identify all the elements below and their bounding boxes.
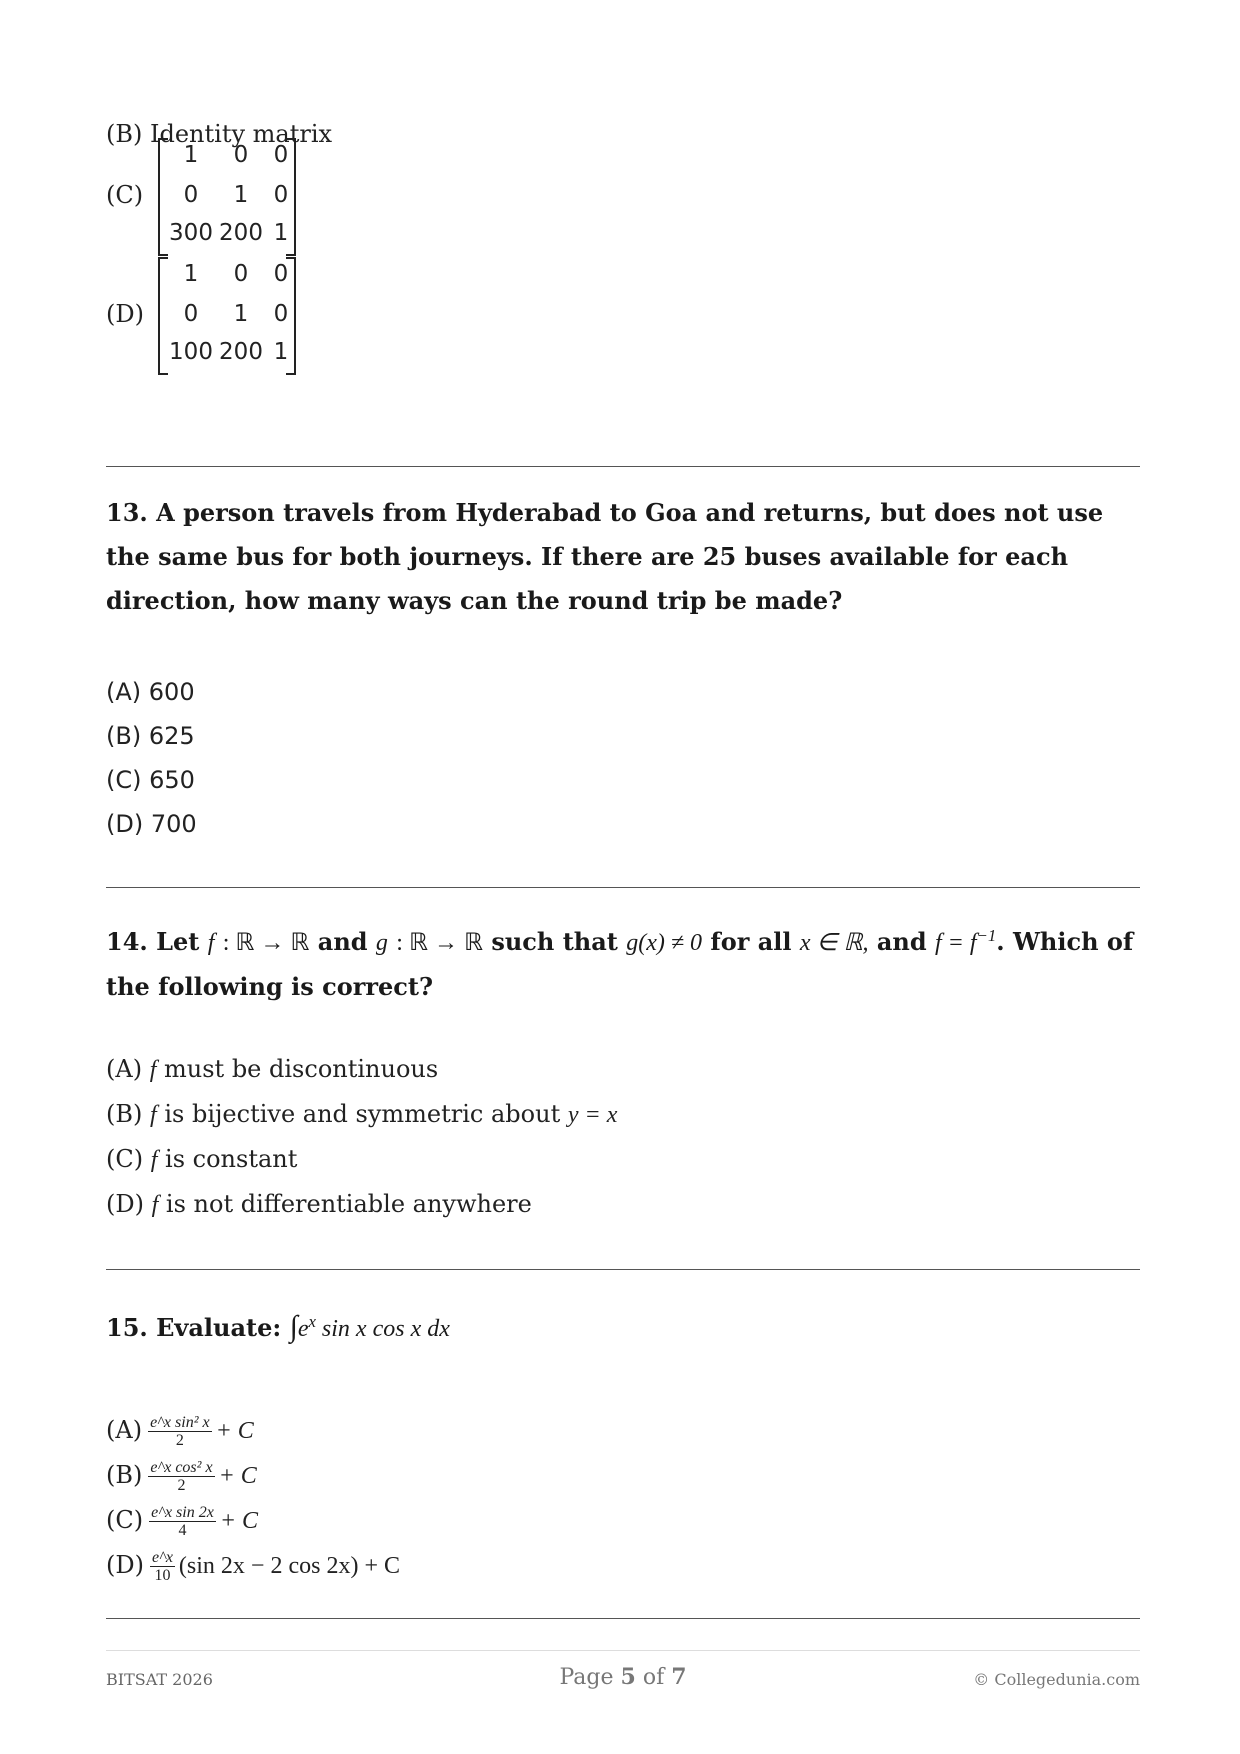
- option-label: (D): [106, 1190, 144, 1218]
- option-expr: y = x: [567, 1102, 618, 1128]
- matrix-cell: 200: [219, 220, 263, 246]
- footer-copyright: © Collegedunia.com: [973, 1670, 1140, 1689]
- q12-option-c-label: (C): [106, 181, 144, 209]
- matrix-cell: 0: [233, 261, 249, 287]
- q14-option: [106, 1182, 617, 1227]
- divider: [106, 1618, 1140, 1619]
- q13-option: (A) 600: [106, 678, 195, 706]
- option-tail: (sin 2x − 2 cos 2x) + C: [178, 1553, 400, 1579]
- matrix-cell: 1: [273, 339, 289, 365]
- option-tail: + C: [218, 1463, 257, 1489]
- q15-integrand: [297, 1312, 450, 1342]
- q14-and1: and: [317, 927, 368, 956]
- option-text: must be discontinuous: [164, 1055, 439, 1083]
- matrix-left-bracket: [158, 138, 168, 256]
- q13-option: (C) 650: [106, 766, 195, 794]
- option-label: (D): [106, 1551, 144, 1579]
- option-label: (C): [106, 1145, 144, 1173]
- integral-sign: ∫: [289, 1310, 298, 1343]
- q12-option-d: [106, 257, 296, 371]
- q15-option: [106, 1408, 400, 1453]
- q14-g: g: [375, 930, 388, 956]
- footer-exam-name: BITSAT 2026: [106, 1670, 213, 1689]
- matrix-cell: 1: [273, 220, 289, 246]
- option-var: f: [149, 1057, 157, 1083]
- q14-tail: . Which of the following is correct?: [106, 927, 1134, 1001]
- matrix-c: [158, 138, 296, 252]
- matrix-cell: 0: [273, 182, 289, 208]
- page-prefix: Page: [559, 1665, 614, 1690]
- matrix-cell: 100: [169, 339, 213, 365]
- option-text: is not differentiable anywhere: [165, 1190, 532, 1218]
- option-var: f: [151, 1192, 159, 1218]
- q14-option: [106, 1137, 617, 1182]
- option-tail: + C: [219, 1508, 259, 1534]
- q13-text: 13. A person travels from Hyderabad to Goa and returns, but does not use the same bus for both journeys. If there are 25 buses available for each direction, how many ways can the round trip be made?: [106, 498, 1104, 615]
- divider: [106, 1269, 1140, 1270]
- q14-map2: : ℝ → ℝ: [396, 930, 483, 956]
- option-var: f: [150, 1102, 157, 1128]
- option-label: (A): [106, 1055, 143, 1083]
- matrix-cell: 0: [183, 301, 199, 327]
- option-label: (B): [106, 1100, 143, 1128]
- q14-forall-expr: x ∈ ℝ,: [799, 930, 869, 956]
- option-label: (B): [106, 1461, 143, 1489]
- page-footer: [106, 1660, 1140, 1700]
- option-text: is bijective and symmetric about: [164, 1100, 561, 1128]
- page-current: 5: [620, 1664, 636, 1690]
- q14-map1: : ℝ → ℝ: [222, 930, 310, 956]
- q14-for-all: for all: [710, 927, 792, 956]
- matrix-cell: 0: [183, 182, 199, 208]
- matrix-cell: 300: [169, 220, 213, 246]
- q13-options: [106, 670, 197, 846]
- matrix-cell: 0: [233, 142, 249, 168]
- matrix-left-bracket: [158, 257, 168, 375]
- matrix-cell: 1: [183, 142, 199, 168]
- matrix-cell: 1: [233, 182, 249, 208]
- matrix-cell: 1: [183, 261, 199, 287]
- q15-integrand-rest: sin x cos x dx: [321, 1316, 450, 1342]
- q14-options: [106, 1047, 617, 1227]
- fraction-denominator: 2: [175, 1432, 184, 1449]
- fraction-numerator: e^x cos² x: [150, 1459, 213, 1476]
- q15-option: [106, 1498, 400, 1543]
- fraction-numerator: e^x sin 2x: [151, 1504, 214, 1521]
- fraction-denominator: 10: [154, 1567, 171, 1584]
- option-text: is constant: [165, 1145, 298, 1173]
- fraction: [148, 1459, 214, 1494]
- matrix-cell: 1: [233, 301, 249, 327]
- matrix-cell: 200: [219, 339, 263, 365]
- matrix-cell: 0: [273, 261, 289, 287]
- q15-prefix: 15. Evaluate:: [106, 1313, 282, 1342]
- q14-text: [106, 914, 1140, 1009]
- matrix-cell: 0: [273, 142, 289, 168]
- fraction-denominator: 4: [178, 1522, 187, 1539]
- q14-and2: and: [876, 927, 927, 956]
- fraction-numerator: e^x: [151, 1549, 173, 1566]
- q14-inverse-sup: −1: [976, 926, 997, 945]
- footer-divider: [106, 1650, 1140, 1651]
- q14-option: [106, 1047, 617, 1092]
- exam-page: [106, 0, 1140, 1754]
- option-label: (A): [106, 1416, 143, 1444]
- q15-integrand-base: e: [297, 1316, 309, 1342]
- fraction-numerator: e^x sin² x: [150, 1414, 210, 1431]
- option-label: (C): [106, 1506, 144, 1534]
- q15-options: [106, 1408, 400, 1588]
- q14-such-that: such that: [491, 927, 618, 956]
- q12-option-b: (B) Identity matrix: [106, 120, 333, 148]
- q15-integrand-sup: x: [308, 1312, 316, 1331]
- fraction: [150, 1549, 175, 1584]
- page-total: 7: [671, 1664, 687, 1690]
- q12-option-d-label: (D): [106, 300, 144, 328]
- q13-option: (B) 625: [106, 722, 195, 750]
- q13-option: (D) 700: [106, 810, 197, 838]
- fraction-denominator: 2: [177, 1477, 186, 1494]
- page-of: of: [642, 1665, 665, 1690]
- divider: [106, 466, 1140, 467]
- q14-inverse-base: f = f: [934, 930, 977, 956]
- q12-option-c: [106, 138, 296, 252]
- fraction: [148, 1414, 212, 1449]
- q15-option: [106, 1453, 400, 1498]
- q14-condition: g(x) ≠ 0: [626, 930, 703, 956]
- q14-option: [106, 1092, 617, 1137]
- q15-text: [106, 1300, 1140, 1351]
- q14-inverse: [934, 926, 997, 956]
- divider: [106, 887, 1140, 888]
- q15-option: [106, 1543, 400, 1588]
- matrix-d: [158, 257, 296, 371]
- fraction: [149, 1504, 216, 1539]
- option-var: f: [150, 1147, 158, 1173]
- q14-f: f: [207, 930, 215, 956]
- option-tail: + C: [215, 1418, 254, 1444]
- q14-prefix: 14. Let: [106, 927, 200, 956]
- matrix-cell: 0: [273, 301, 289, 327]
